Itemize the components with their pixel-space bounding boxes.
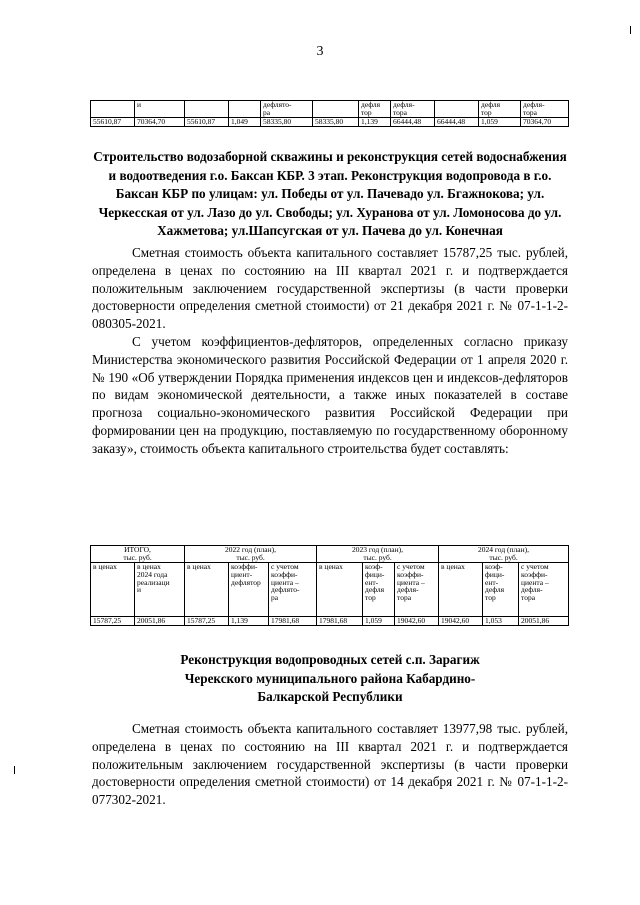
sub-header-cell: с учетом коэффи- циента – дефлято- ра	[269, 562, 317, 616]
cost-table-value-row	[91, 616, 569, 625]
top-table-header-cell	[185, 101, 229, 118]
top-table-cell: 66444,48	[391, 117, 435, 126]
sub-header-cell: с учетом коэффи- циента – дефля- тора	[519, 562, 569, 616]
group-header-2024: 2024 год (план), тыс. руб.	[439, 546, 569, 563]
cost-table-cell: 17981,68	[269, 616, 317, 625]
top-table-cell: 66444,48	[435, 117, 479, 126]
top-table-header-cell: дефля тор	[359, 101, 391, 118]
top-table-header-cell	[91, 101, 135, 118]
section1-heading: Строительство водозаборной скважины и реконструкция сетей водоснабжения и водоотведения г.о. Баксан КБР. 3 этап. Реконструкция водопровода в г.о. Баксан КБР по улицам: ул. Победы от ул. Пачевадо ул. Бгажнокова; ул. Черкесская от ул. Лазо до ул. Свободы; ул. Хуранова от ул. Ломоносова до ул. Хажметова; ул.Шапсугская от ул. Пачева до ул. Конечная	[93, 149, 567, 238]
sub-header-cell: с учетом коэффи- циента – дефля- тора	[395, 562, 439, 616]
group-header-total: ИТОГО, тыс. руб.	[91, 546, 185, 563]
top-table-header-cell	[313, 101, 359, 118]
top-table-cell: 1,059	[479, 117, 521, 126]
top-table-cell: 58335,80	[313, 117, 359, 126]
margin-mark-bottom	[14, 766, 15, 774]
group-header-2022: 2022 год (план), тыс. руб.	[185, 546, 317, 563]
cost-table-group-header-row	[91, 546, 569, 563]
top-table-header-row	[91, 101, 569, 118]
section1-body	[92, 244, 568, 458]
sub-header-cell: коэффи- циент- дефлятор	[229, 562, 269, 616]
section2-heading: Реконструкция водопроводных сетей с.п. Зарагиж Черекского муниципального района Кабардино-Балкарской Республики	[180, 652, 480, 704]
top-table-cell: 58335,80	[261, 117, 313, 126]
top-table-cell: 55610,87	[91, 117, 135, 126]
margin-mark-top	[630, 26, 631, 34]
top-table-header-cell: дефля- тора	[391, 101, 435, 118]
cost-table-cell: 1,139	[229, 616, 269, 625]
cost-table-cell: 1,053	[483, 616, 519, 625]
section2-body	[92, 720, 568, 809]
sub-header-cell: коэф- фици- ент- дефля тор	[363, 562, 395, 616]
sub-header-cell: коэф- фици- ент- дефля тор	[483, 562, 519, 616]
sub-header-cell: в ценах 2024 года реализаци и	[135, 562, 185, 616]
top-table-header-cell	[229, 101, 261, 118]
cost-table	[90, 545, 569, 626]
section1-paragraph-cost: Сметная стоимость объекта капитального составляет 15787,25 тыс. рублей, определена в ценах по состоянию на III квартал 2021 г. и подтверждается положительным заключением государственной экспертизы (в части проверки достоверности определения сметной стоимости) от 21 декабря 2021 г. № 07-1-1-2-080305-2021.	[92, 245, 568, 332]
top-table-header-cell: дефля- тора	[521, 101, 569, 118]
cost-table-cell: 20051,86	[519, 616, 569, 625]
top-table-header-cell	[435, 101, 479, 118]
cost-table-cell: 19042,60	[395, 616, 439, 625]
cost-table-cell: 15787,25	[91, 616, 135, 625]
cost-table-cell: 17981,68	[317, 616, 363, 625]
cost-table-sub-header-row	[91, 562, 569, 616]
section2-paragraph-cost: Сметная стоимость объекта капитального составляет 13977,98 тыс. рублей, определена в ценах по состоянию на III квартал 2021 г. и подтверждается положительным заключением государственной экспертизы (в части проверки достоверности определения сметной стоимости) от 14 декабря 2021 г. № 07-1-1-2-077302-2021.	[92, 721, 568, 808]
top-table	[90, 100, 569, 127]
cost-table-cell: 15787,25	[185, 616, 229, 625]
top-table-header-cell: дефлято- ра	[261, 101, 313, 118]
top-table-cell: 1,139	[359, 117, 391, 126]
top-table-cell: 1,049	[229, 117, 261, 126]
top-table-header-cell: и	[135, 101, 185, 118]
sub-header-cell: в ценах	[185, 562, 229, 616]
sub-header-cell: в ценах	[91, 562, 135, 616]
cost-table-cell: 20051,86	[135, 616, 185, 625]
section1-paragraph-deflators: С учетом коэффициентов-дефляторов, определенных согласно приказу Министерства экономического развития Российской Федерации от 1 апреля 2020 г. № 190 «Об утверждении Порядка применения индексов цен и индексов-дефляторов по видам экономической деятельности, а также иных показателей в составе прогноза социально-экономического развития Российской Федерации при формировании цен на продукцию, поставляемую по государственному оборонному заказу», стоимость объекта капитального строительства будет составлять:	[92, 333, 568, 456]
top-table-cell: 55610,87	[185, 117, 229, 126]
top-table-cell: 70364,70	[521, 117, 569, 126]
sub-header-cell: в ценах	[439, 562, 483, 616]
top-table-header-cell: дефля тор	[479, 101, 521, 118]
cost-table-cell: 1,059	[363, 616, 395, 625]
top-table-cell: 70364,70	[135, 117, 185, 126]
sub-header-cell: в ценах	[317, 562, 363, 616]
top-table-value-row	[91, 117, 569, 126]
group-header-2023: 2023 год (план), тыс. руб.	[317, 546, 439, 563]
page-number: 3	[316, 44, 324, 59]
cost-table-cell: 19042,60	[439, 616, 483, 625]
